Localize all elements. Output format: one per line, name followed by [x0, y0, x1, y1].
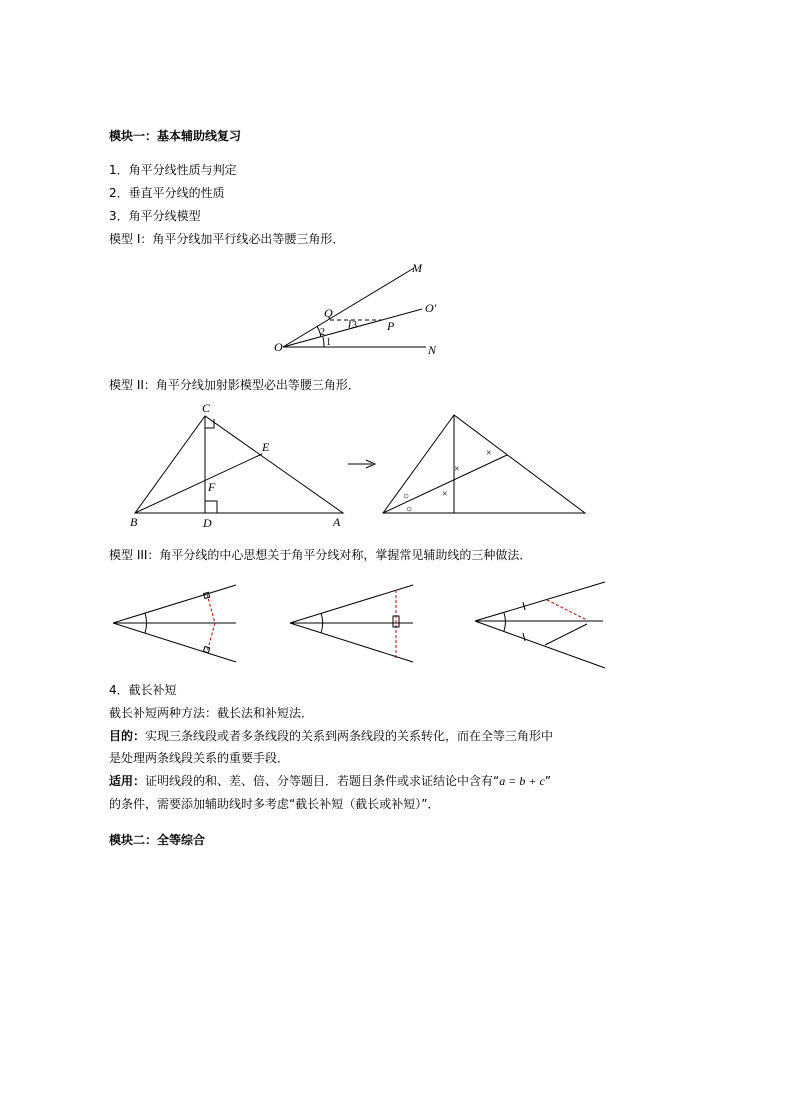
- label-Q: Q: [324, 306, 333, 320]
- angle-arc-3: [349, 320, 350, 328]
- model-1-text: 模型 I：角平分线加平行线必出等腰三角形．: [109, 232, 345, 246]
- mark-cross-1: ×: [454, 464, 460, 475]
- item-1: 1．角平分线性质与判定: [109, 163, 237, 177]
- module1-heading: 模块一：基本辅助线复习: [109, 129, 242, 143]
- label-F: F: [208, 480, 216, 494]
- mark-circle-1: ○: [403, 491, 410, 502]
- item-4: 4．截长补短: [109, 683, 177, 697]
- apply-text-1-end: ”: [544, 774, 551, 788]
- figure-model-3: [105, 575, 610, 670]
- apply-formula: a = b + c: [499, 774, 545, 788]
- mark-cross-3: ×: [442, 489, 448, 500]
- label-O-prime: O': [425, 301, 437, 315]
- model-2-text: 模型 II：角平分线加射影模型必出等腰三角形．: [109, 378, 360, 392]
- module2-heading: 模块二：全等综合: [109, 833, 206, 847]
- label-M: M: [412, 261, 422, 275]
- purpose-line-1: [109, 728, 553, 744]
- bisector-BE: [135, 454, 262, 513]
- purpose-line-2: 是处理两条线段关系的重要手段．: [109, 751, 290, 765]
- right-bisector: [383, 455, 507, 513]
- label-D: D: [203, 516, 212, 530]
- label-N: N: [428, 343, 437, 357]
- right-angle-C: [205, 419, 214, 428]
- label-B: B: [130, 515, 138, 529]
- label-P: P: [387, 319, 395, 333]
- label-E: E: [262, 440, 270, 454]
- mark-cross-2: ×: [486, 448, 492, 459]
- methods-text: 截长补短两种方法：截长法和补短法．: [109, 706, 314, 720]
- item-2: 2．垂直平分线的性质: [109, 186, 225, 200]
- apply-line-1: [109, 773, 551, 789]
- apply-label: 适用：: [109, 774, 146, 788]
- apply-text-1: 证明线段的和、差、倍、分等题目．若题目条件或求证结论中含有“: [145, 774, 500, 788]
- right-angle-D: [205, 501, 217, 513]
- angle-label-3: 3: [352, 320, 357, 331]
- purpose-text-1: 实现三条线段或者多条线段的关系到两条线段的关系转化，而在全等三角形中: [145, 729, 554, 743]
- figure-model-1: [270, 258, 460, 362]
- label-O: O: [274, 340, 283, 354]
- item-3: 3．角平分线模型: [109, 209, 201, 223]
- mark-circle-2: ○: [406, 504, 413, 515]
- angle-arc-1: [323, 337, 324, 347]
- label-C: C: [202, 401, 211, 415]
- angle-label-1: 1: [326, 337, 331, 348]
- apply-line-2: 的条件，需要添加辅助线时多考虑“截长补短（截长或补短）”．: [109, 797, 440, 811]
- ray-OM: [283, 268, 414, 347]
- angle-label-2: 2: [320, 327, 325, 338]
- label-A: A: [333, 515, 341, 529]
- model-3-text: 模型 III：角平分线的中心思想关于角平分线对称，掌握常见辅助线的三种做法．: [109, 548, 532, 562]
- figure-model-2: [125, 400, 595, 532]
- purpose-label: 目的：: [109, 729, 146, 743]
